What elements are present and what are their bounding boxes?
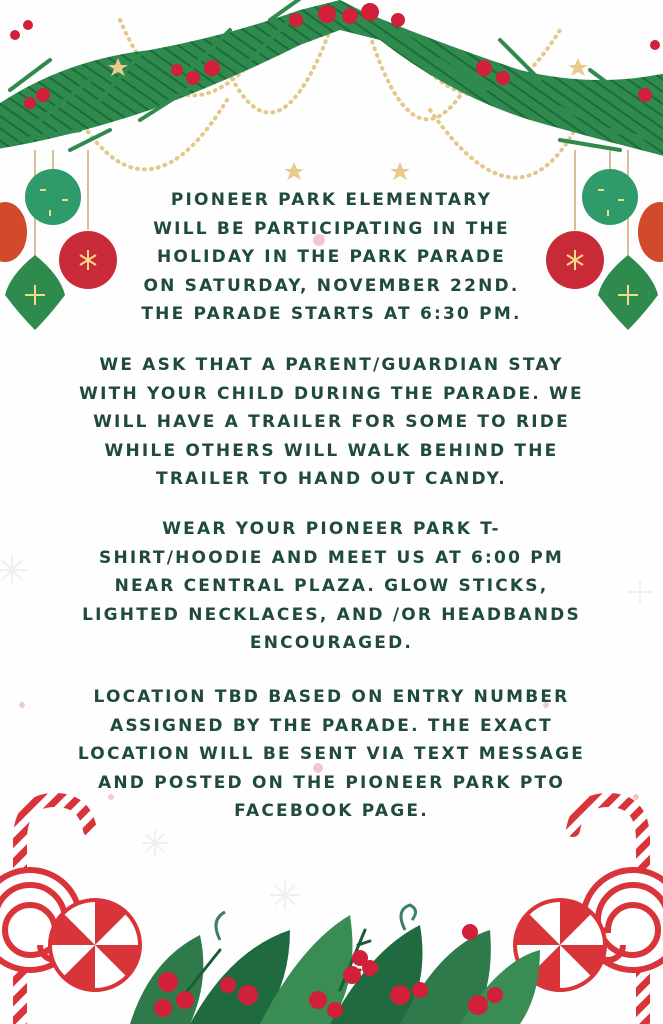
meeting-instructions: WEAR YOUR PIONEER PARK T- SHIRT/HOODIE AND MEET US AT 6:00 PM NEAR CENTRAL PLAZA. GLOW STICKS, LIGHTED NECKLACES, AND /OR HEADBANDS ENCOURAGED.: [82, 519, 581, 653]
pine-garland-top: [0, 0, 663, 160]
supervision-note: WE ASK THAT A PARENT/GUARDIAN STAY WITH YOUR CHILD DURING THE PARADE. WE WILL HAVE A TRAILER FOR SOME TO RIDE WHILE OTHERS WILL WALK BEHIND THE TRAILER TO HAND OUT CANDY.: [79, 355, 584, 489]
location-note: LOCATION TBD BASED ON ENTRY NUMBER ASSIGNED BY THE PARADE. THE EXACT LOCATION WILL BE SENT VIA TEXT MESSAGE AND POSTED ON THE PIONEER PARK PTO FACEBOOK PAGE.: [77, 687, 586, 821]
event-intro: PIONEER PARK ELEMENTARY WILL BE PARTICIPATING IN THE HOLIDAY IN THE PARK PARADE ON SATURDAY, NOVEMBER 22ND. THE PARADE STARTS AT 6:30 PM.: [141, 190, 522, 324]
